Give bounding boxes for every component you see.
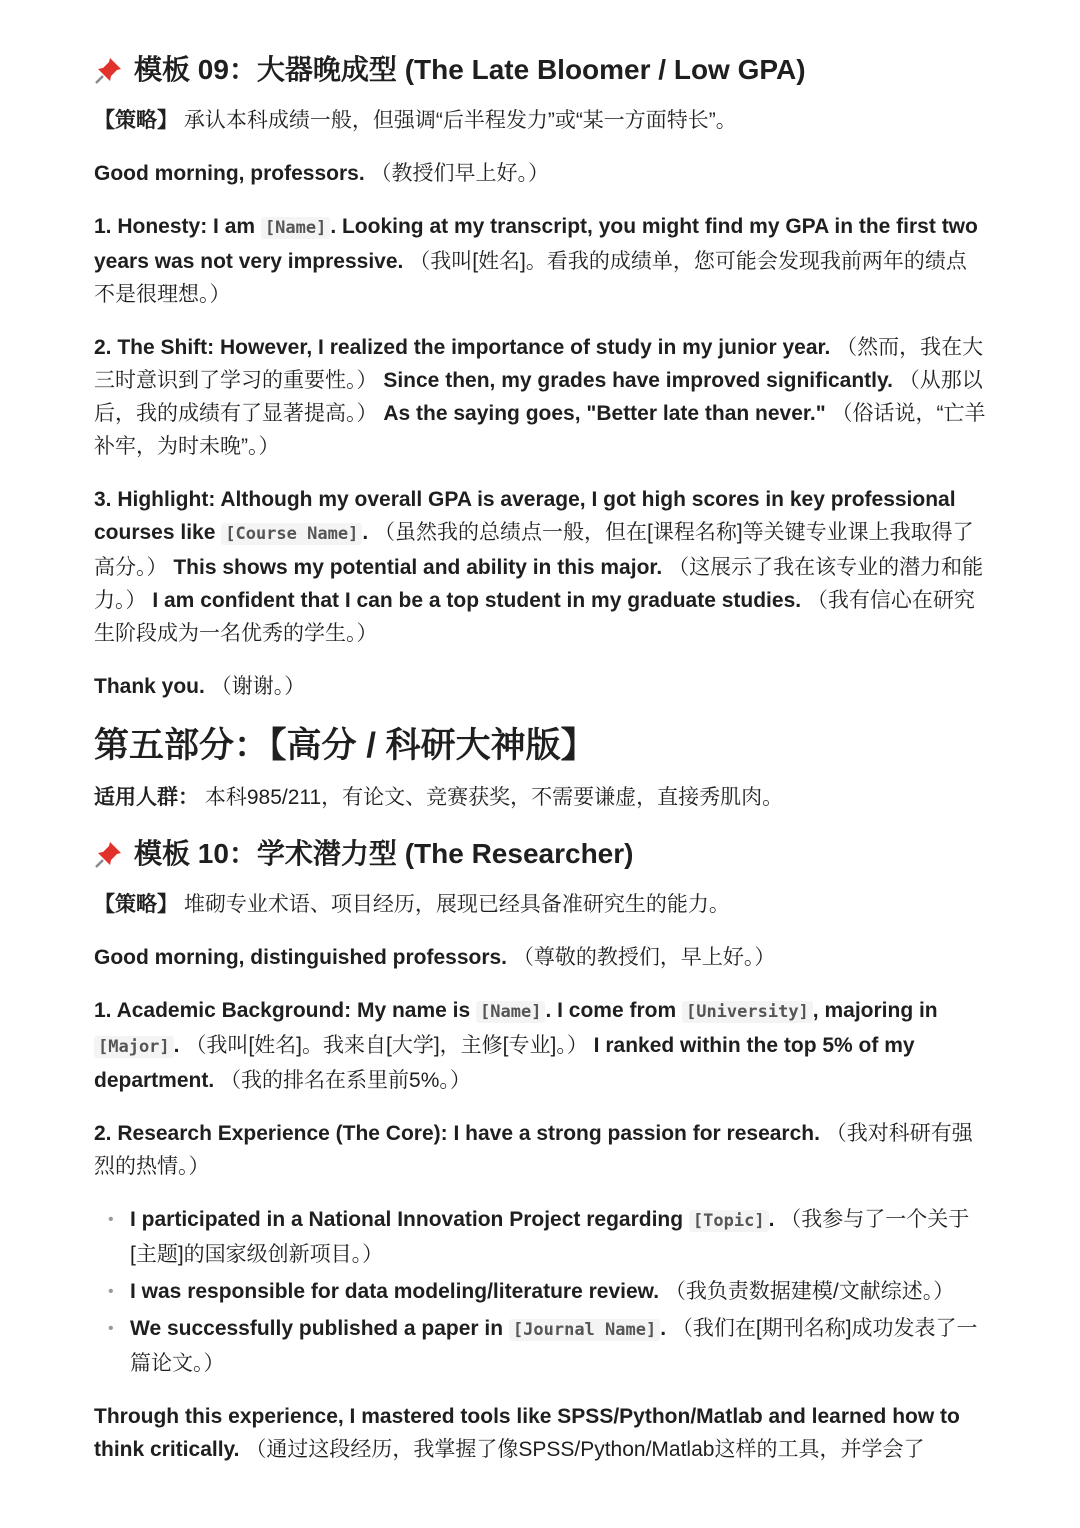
placeholder-code: [University] [682,1001,813,1023]
text-en: Since then, my grades have improved significantly. [377,369,893,392]
greeting-zh: （尊敬的教授们，早上好。） [507,946,776,969]
text-en: 2. Research Experience (The Core): I have a strong passion for research. [94,1122,820,1145]
template-09-thanks [94,670,986,703]
placeholder-code: [Journal Name] [509,1319,660,1341]
text-zh: （俗话说，“亡羊补牢，为时未晚”。） [94,402,986,458]
text-en: This shows my potential and ability in this major. [167,556,663,579]
strategy-label: 【策略】 [94,109,178,132]
template-09-strategy [94,104,986,137]
strategy-label: 【策略】 [94,893,178,916]
greeting-zh: （教授们早上好。） [364,162,550,185]
template-09-paragraph-1 [94,210,986,311]
placeholder-code: [Major] [94,1036,174,1058]
strategy-text: 承认本科成绩一般，但强调“后半程发力”或“某一方面特长”。 [178,109,737,132]
text-zh: （通过这段经历，我掌握了像SPSS/Python/Matlab这样的工具，并学会了 [239,1438,925,1461]
text-zh: （我们在[期刊名称]成功发表了一篇论文。） [130,1317,978,1375]
template-09-paragraph-3 [94,483,986,650]
text-zh: （我叫[姓名]。看我的成绩单，您可能会发现我前两年的绩点不是很理想。） [94,250,967,306]
list-item [130,1275,986,1308]
template-10-paragraph-3 [94,1400,986,1466]
text-zh: （这展示了我在该专业的潜力和能力。） [94,556,984,612]
pushpin-icon [94,839,124,869]
text-en: I ranked within the top 5% of my department. [94,1034,915,1092]
text-en: 3. Highlight: Although my overall GPA is average, I got high scores in key professional courses like [94,488,956,544]
text-zh: （我负责数据建模/文献综述。） [659,1280,955,1303]
pushpin-icon [94,55,124,85]
text-en: Through this experience, I mastered tools like SPSS/Python/Matlab and learned how to think critically. [94,1405,960,1461]
text-en: I was responsible for data modeling/literature review. [130,1280,660,1303]
text-en: Thank you. [94,675,205,698]
text-en: 1. Honesty: I am [94,215,261,238]
audience-label: 适用人群： [94,786,199,809]
template-10-greeting [94,941,986,974]
text-zh: （我对科研有强烈的热情。） [94,1122,973,1178]
text-en: I participated in a National Innovation Project regarding [130,1208,689,1231]
text-en: We successfully published a paper in [130,1317,509,1340]
text-en: . I come from [545,999,682,1022]
template-09-greeting [94,157,986,190]
research-bullet-list [94,1203,986,1380]
text-zh: （我叫[姓名]。我来自[大学]，主修[专业]。） [179,1034,588,1057]
template-10-heading [94,834,986,874]
text-zh: （虽然我的总绩点一般，但在[课程名称]等关键专业课上我取得了高分。） [94,521,974,579]
greeting-en: Good morning, professors. [94,162,365,185]
audience-text: 本科985/211，有论文、竞赛获奖，不需要谦虚，直接秀肌肉。 [199,786,784,809]
text-en: 2. The Shift: However, I realized the importance of study in my junior year. [94,336,831,359]
placeholder-code: [Topic] [689,1210,769,1232]
text-en: I am confident that I can be a top student in my graduate studies. [146,589,802,612]
text-en: . [768,1208,775,1231]
greeting-en: Good morning, distinguished professors. [94,946,508,969]
list-item [130,1203,986,1271]
text-en: . [173,1034,180,1057]
text-en: , majoring in [812,999,938,1022]
section-5-audience [94,781,986,814]
text-zh: （我参与了一个关于[主题]的国家级创新项目。） [130,1208,970,1266]
text-zh: （我有信心在研究生阶段成为一名优秀的学生。） [94,589,975,645]
template-09-title: 模板 09：大器晚成型 (The Late Bloomer / Low GPA) [134,54,806,85]
text-en: As the saying goes, "Better late than never." [377,402,826,425]
template-10-title: 模板 10：学术潜力型 (The Researcher) [134,838,634,869]
template-10-paragraph-1 [94,994,986,1097]
text-zh: （从那以后，我的成绩有了显著提高。） [94,369,983,425]
section-5-heading: 第五部分：【高分 / 科研大神版】 [94,726,596,765]
text-zh: （我的排名在系里前5%。） [214,1069,471,1092]
text-en: . Looking at my transcript, you might find my GPA in the first two years was not very impressive. [94,215,978,273]
text-zh: （谢谢。） [204,675,306,698]
placeholder-code: [Course Name] [221,523,362,545]
template-09-heading [94,50,986,90]
text-en: . [660,1317,667,1340]
text-en: . [362,521,369,544]
text-en: 1. Academic Background: My name is [94,999,477,1022]
template-09-paragraph-2 [94,331,986,463]
strategy-text: 堆砌专业术语、项目经历，展现已经具备准研究生的能力。 [178,893,730,916]
template-10-strategy [94,888,986,921]
text-zh: （然而，我在大三时意识到了学习的重要性。） [94,336,984,392]
list-item [130,1312,986,1380]
placeholder-code: [Name] [476,1001,545,1023]
template-10-paragraph-2 [94,1117,986,1183]
placeholder-code: [Name] [261,217,330,239]
